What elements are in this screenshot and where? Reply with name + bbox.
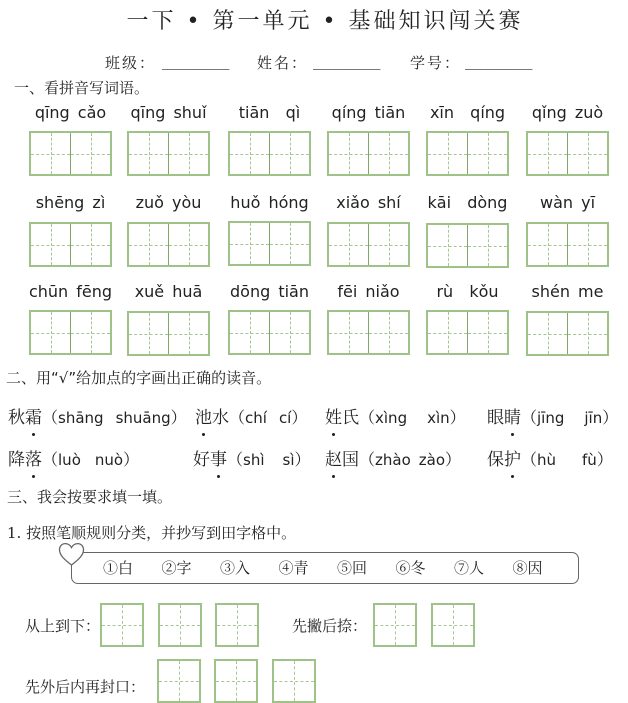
word-char: 睛 — [504, 408, 521, 428]
grid-cell[interactable] — [169, 224, 208, 265]
grid-cell[interactable] — [270, 133, 309, 174]
word-char: 水 — [212, 408, 229, 428]
pinyin-label: zuǒ yòu — [135, 193, 202, 212]
grid-cell[interactable] — [230, 223, 270, 264]
reading-item — [325, 408, 466, 428]
reading-option[interactable]: zhào — [375, 451, 411, 469]
answer-grid[interactable] — [272, 659, 316, 703]
pinyin-label: dōng tiān — [230, 282, 309, 301]
writing-grid[interactable] — [526, 131, 609, 176]
grid-cell[interactable] — [329, 133, 369, 174]
grid-cell[interactable] — [369, 133, 408, 174]
reading-option[interactable]: jīng — [537, 409, 565, 427]
writing-grid[interactable] — [228, 310, 311, 355]
word-char: 落 — [25, 450, 42, 470]
grid-cell[interactable] — [169, 133, 208, 174]
rule-outside-inside-close-label: 先外后内再封口： — [25, 678, 146, 696]
reading-option[interactable]: xìn — [427, 409, 450, 427]
section2-heading: 二、用“√”给加点的字画出正确的读音。 — [6, 369, 272, 387]
grid-cell[interactable] — [568, 313, 607, 354]
pinyin-label: fēi niǎo — [337, 282, 400, 301]
grid-cell[interactable] — [31, 224, 71, 265]
writing-grid[interactable] — [526, 222, 609, 267]
reading-option[interactable]: xìng — [375, 409, 408, 427]
word-char: 池 — [195, 408, 212, 428]
writing-grid[interactable] — [29, 222, 112, 267]
class-blank[interactable]: _______ — [162, 51, 230, 70]
reading-option[interactable]: shì — [243, 451, 265, 469]
word-char: 赵 — [325, 450, 342, 470]
close-paren: ） — [170, 408, 187, 427]
word-char: 保 — [487, 450, 504, 470]
reading-item — [487, 408, 618, 428]
grid-cell[interactable] — [230, 133, 270, 174]
answer-grid[interactable] — [431, 603, 475, 647]
grid-cell[interactable] — [71, 224, 110, 265]
writing-grid[interactable] — [228, 221, 311, 266]
open-paren: （ — [359, 408, 376, 427]
open-paren: （ — [521, 450, 538, 469]
grid-cell[interactable] — [375, 605, 415, 645]
reading-item — [325, 450, 461, 470]
grid-cell[interactable] — [528, 133, 568, 174]
character-list — [103, 559, 571, 577]
close-paren: ） — [123, 450, 140, 469]
pinyin-label: wàn yī — [539, 193, 596, 212]
reading-item — [193, 450, 311, 470]
pinyin-label: xīn qíng — [429, 103, 506, 122]
name-blank[interactable]: _______ — [313, 51, 381, 70]
answer-grid[interactable] — [158, 603, 202, 647]
close-paren: ） — [596, 450, 613, 469]
grid-cell[interactable] — [270, 223, 309, 264]
word-char: 霜 — [25, 408, 42, 428]
reading-option[interactable]: sì — [282, 451, 295, 469]
name-label: 姓名： — [257, 54, 309, 72]
reading-item — [8, 408, 187, 428]
pinyin-label: tiān qì — [238, 103, 301, 122]
close-paren: ） — [294, 450, 311, 469]
open-paren: （ — [359, 450, 376, 469]
grid-cell[interactable] — [31, 133, 71, 174]
reading-option[interactable]: shuāng — [115, 409, 171, 427]
grid-cell[interactable] — [129, 133, 169, 174]
writing-grid[interactable] — [327, 131, 410, 176]
grid-cell[interactable] — [568, 224, 607, 265]
word-char: 氏 — [342, 408, 359, 428]
writing-grid[interactable] — [228, 131, 311, 176]
grid-cell[interactable] — [329, 224, 369, 265]
writing-grid[interactable] — [426, 223, 509, 268]
writing-grid[interactable] — [327, 222, 410, 267]
grid-cell[interactable] — [329, 312, 369, 353]
student-id-blank[interactable]: _______ — [465, 51, 533, 70]
question-1-text: 1. 按照笔顺规则分类，并抄写到田字格中。 — [7, 524, 297, 542]
word-char: 姓 — [325, 408, 342, 428]
word-char: 国 — [342, 450, 359, 470]
page-title: 一下 • 第一单元 • 基础知识闯关赛 — [126, 9, 524, 34]
reading-item — [195, 408, 307, 428]
class-label: 班级： — [105, 54, 157, 72]
open-paren: （ — [521, 408, 538, 427]
answer-grid[interactable] — [214, 659, 258, 703]
grid-cell[interactable] — [159, 661, 199, 701]
grid-cell[interactable] — [31, 312, 71, 353]
reading-item — [8, 450, 139, 470]
pinyin-label: rù kǒu — [436, 282, 499, 301]
pinyin-label: qīng shuǐ — [130, 103, 207, 122]
pinyin-label: shēng zì — [35, 193, 106, 212]
character-option: ③入 — [220, 559, 251, 577]
word-char: 秋 — [8, 408, 25, 428]
grid-cell[interactable] — [102, 605, 142, 645]
writing-grid[interactable] — [29, 131, 112, 176]
reading-option[interactable]: luò — [58, 451, 81, 469]
word-char: 事 — [210, 450, 227, 470]
writing-grid[interactable] — [127, 311, 210, 356]
grid-cell[interactable] — [217, 605, 257, 645]
pinyin-label: qīng cǎo — [34, 103, 107, 122]
grid-cell[interactable] — [428, 133, 468, 174]
character-option: ④青 — [278, 559, 309, 577]
reading-option[interactable]: chí — [245, 409, 267, 427]
writing-grid[interactable] — [426, 310, 509, 355]
open-paren: （ — [42, 408, 59, 427]
writing-grid[interactable] — [526, 311, 609, 356]
grid-cell[interactable] — [216, 661, 256, 701]
grid-cell[interactable] — [528, 224, 568, 265]
close-paren: ） — [602, 408, 619, 427]
reading-option[interactable]: jīn — [584, 409, 603, 427]
writing-grid[interactable] — [29, 310, 112, 355]
character-option: ⑥冬 — [395, 559, 426, 577]
word-char: 护 — [504, 450, 521, 470]
writing-grid[interactable] — [327, 310, 410, 355]
section1-heading: 一、看拼音写词语。 — [14, 79, 150, 97]
grid-cell[interactable] — [71, 312, 110, 353]
character-option: ⑦人 — [454, 559, 485, 577]
pinyin-label: qǐng zuò — [531, 103, 604, 122]
word-char: 降 — [8, 450, 25, 470]
reading-option[interactable]: hù — [537, 451, 557, 469]
writing-grid[interactable] — [426, 131, 509, 176]
reading-item — [487, 450, 613, 470]
close-paren: ） — [449, 408, 466, 427]
open-paren: （ — [227, 450, 244, 469]
pinyin-label: chūn fēng — [28, 282, 113, 301]
grid-cell[interactable] — [468, 133, 507, 174]
grid-cell[interactable] — [270, 312, 309, 353]
grid-cell[interactable] — [433, 605, 473, 645]
student-id-label: 学号： — [410, 54, 462, 72]
answer-grid[interactable] — [215, 603, 259, 647]
pinyin-label: qíng tiān — [331, 103, 406, 122]
pinyin-label: huǒ hóng — [230, 193, 309, 212]
grid-cell[interactable] — [428, 312, 468, 353]
writing-grid[interactable] — [127, 222, 210, 267]
heart-icon — [58, 542, 85, 567]
pinyin-label: kāi dòng — [427, 193, 508, 212]
grid-cell[interactable] — [369, 224, 408, 265]
close-paren: ） — [445, 450, 462, 469]
grid-cell[interactable] — [160, 605, 200, 645]
reading-option[interactable]: nuò — [94, 451, 124, 469]
character-option: ⑧因 — [512, 559, 543, 577]
grid-cell[interactable] — [129, 224, 169, 265]
rule-pie-then-na-label: 先撇后捺： — [292, 617, 368, 635]
grid-cell[interactable] — [568, 133, 607, 174]
word-char: 好 — [193, 450, 210, 470]
grid-cell[interactable] — [428, 225, 468, 266]
character-option: ②字 — [161, 559, 192, 577]
character-option: ⑤回 — [337, 559, 368, 577]
pinyin-label: xuě huā — [134, 282, 203, 301]
grid-cell[interactable] — [274, 661, 314, 701]
word-char: 眼 — [487, 408, 504, 428]
answer-grid[interactable] — [373, 603, 417, 647]
pinyin-label: shén me — [531, 282, 604, 301]
grid-cell[interactable] — [230, 312, 270, 353]
grid-cell[interactable] — [71, 133, 110, 174]
open-paren: （ — [42, 450, 59, 469]
close-paren: ） — [291, 408, 308, 427]
grid-cell[interactable] — [528, 313, 568, 354]
grid-cell[interactable] — [369, 312, 408, 353]
grid-cell[interactable] — [169, 313, 208, 354]
answer-grid[interactable] — [157, 659, 201, 703]
reading-option[interactable]: fù — [582, 451, 597, 469]
reading-option[interactable]: shāng — [58, 409, 104, 427]
reading-option[interactable]: cí — [278, 409, 292, 427]
answer-grid[interactable] — [100, 603, 144, 647]
character-option: ①白 — [103, 559, 134, 577]
writing-grid[interactable] — [127, 131, 210, 176]
pinyin-label: xiǎo shí — [336, 193, 401, 212]
open-paren: （ — [229, 408, 246, 427]
grid-cell[interactable] — [468, 312, 507, 353]
grid-cell[interactable] — [468, 225, 507, 266]
grid-cell[interactable] — [129, 313, 169, 354]
reading-option[interactable]: zào — [418, 451, 446, 469]
rule-top-to-bottom-label: 从上到下： — [25, 617, 101, 635]
section3-heading: 三、我会按要求填一填。 — [7, 488, 173, 506]
